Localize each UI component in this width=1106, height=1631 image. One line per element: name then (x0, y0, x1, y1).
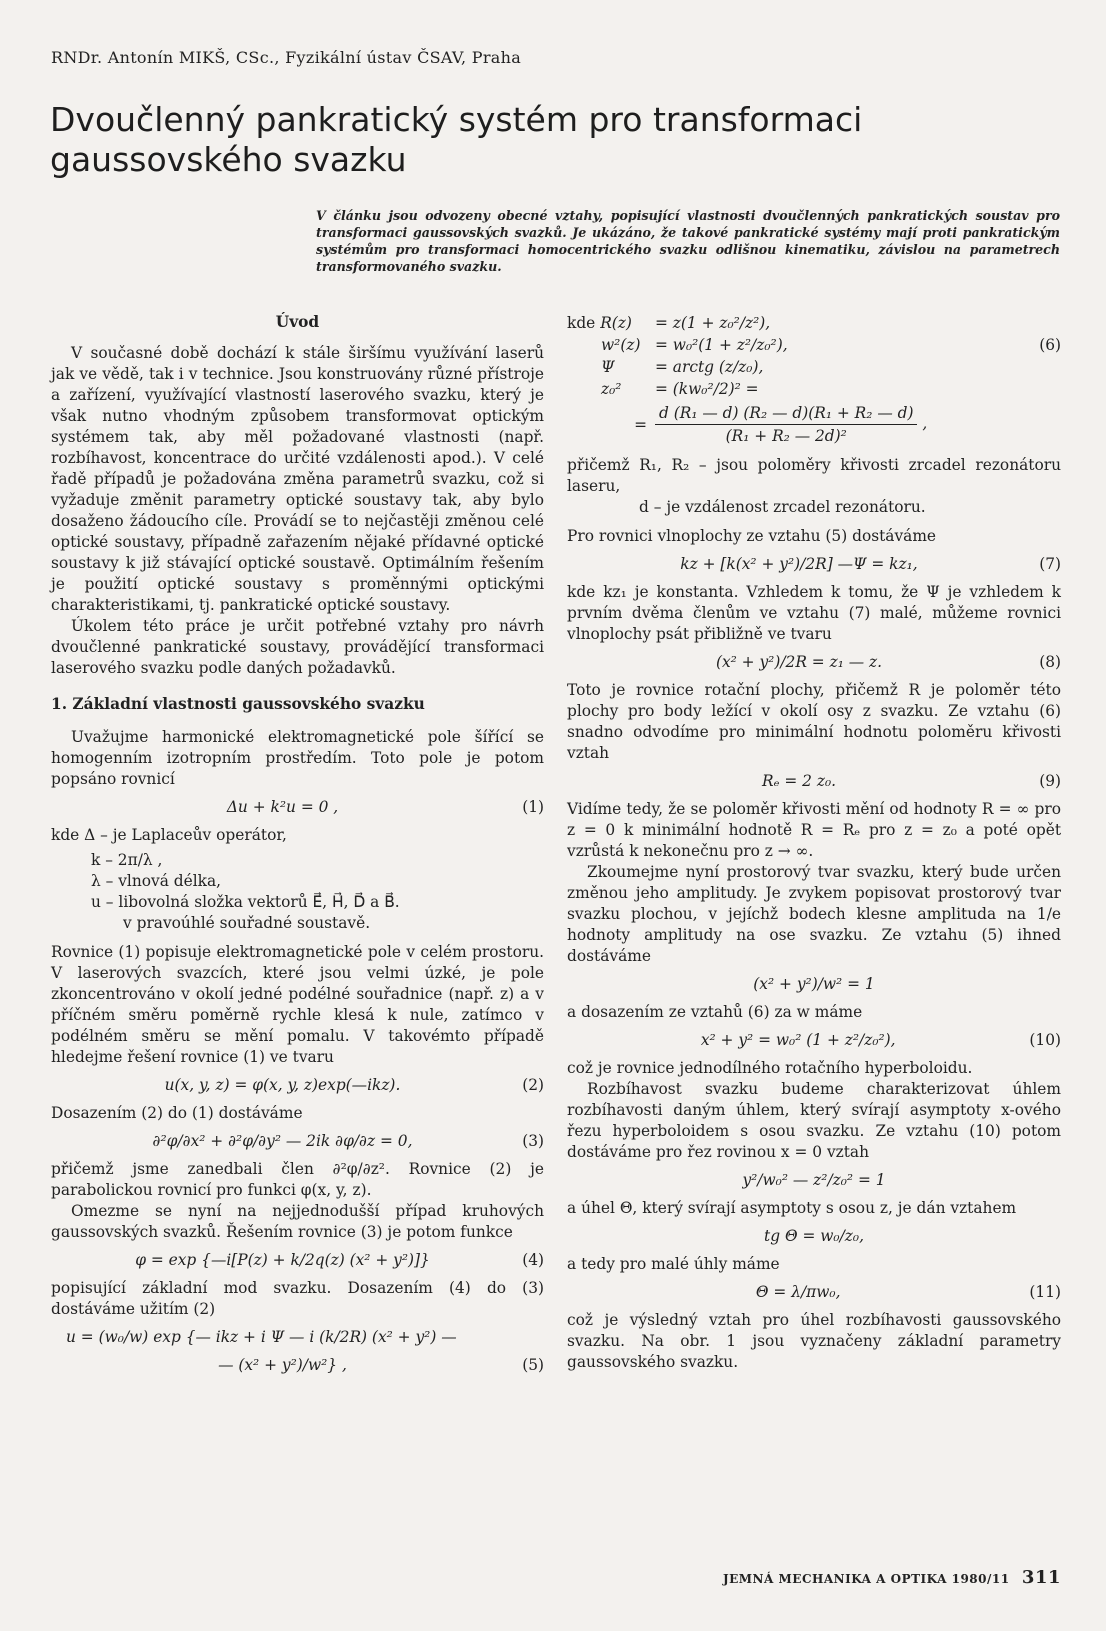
journal-name: JEMNÁ MECHANIKA A OPTIKA 1980/11 (722, 1572, 1010, 1586)
equation-2-expr: u(x, y, z) = φ(x, y, z)exp(—ikz). (164, 1076, 401, 1094)
equation-11-expr: Θ = λ/πw₀, (755, 1283, 841, 1301)
definition-intro: kde Δ – je Laplaceův operátor, (51, 826, 287, 844)
equation-1-expr: Δu + k²u = 0 , (226, 798, 339, 816)
equation-11 (567, 1282, 1061, 1303)
eq6-z0-lhs: z₀² (601, 380, 622, 398)
paragraph-substitution: Dosazením (2) do (1) dostáváme (51, 1104, 303, 1122)
definition-list (91, 850, 544, 934)
abstract: V článku jsou odvozeny obecné vztahy, popisující vlastnosti dvoučlenných pankratických soustav pro transformaci gaussovských svazků. Je ukázáno, že takové pankratické systémy mají proti pankratickým systémům pro transformaci homocentrického svazku odlišnou kinematiku, závislou na parametrech transformovaného svazku. (316, 208, 1060, 274)
equation-10-number: (10) (1029, 1031, 1061, 1049)
equation-10-expr: x² + y² = w₀² (1 + z²/z₀²), (700, 1031, 896, 1049)
equation-5-line-2 (51, 1355, 544, 1376)
equation-6 (567, 312, 1061, 447)
eq6-psi-lhs: Ψ (601, 358, 615, 376)
eq6-fraction-numerator: d (R₁ — d) (R₂ — d)(R₁ + R₂ — d) (655, 402, 917, 425)
equation-5-expr-line-1: u = (w₀/w) exp {— ikz + i Ψ — i (k/2R) (x² + y²) — (66, 1328, 457, 1346)
intro-paragraph-2: Úkolem této práce je určit potřebné vztahy pro návrh dvoučlenné pankratické soustavy, provádějící transformaci laserového svazku podle daných požadavků. (51, 617, 544, 677)
paragraph-shape: Zkoumejme nyní prostorový tvar svazku, který bude určen změnou jeho amplitudy. Je zvykem popisovat prostorový tvar svazku plochou, v jejíchž bodech klesne amplituda na 1/e hodnoty amplitudy na ose svazku. Ze vztahu (5) ihned dostáváme (567, 863, 1061, 965)
equation-10 (567, 1030, 1061, 1051)
equation-2-number: (2) (522, 1076, 544, 1094)
equation-3-number: (3) (522, 1132, 544, 1150)
equation-4-expr: φ = exp {—i[P(z) + k/2q(z) (x² + y²)]} (135, 1251, 430, 1269)
paragraph-small-angles: a tedy pro malé úhly máme (567, 1255, 780, 1273)
equation-unnumbered-1-expr: (x² + y²)/w² = 1 (753, 975, 875, 993)
equation-5-line-1 (51, 1327, 544, 1348)
definition-R: přičemž R₁, R₂ – jsou poloměry křivosti zrcadel rezonátoru laseru, (567, 456, 1061, 495)
equation-unnumbered-2-expr: y²/w₀² — z²/z₀² = 1 (742, 1171, 886, 1189)
equation-4-number: (4) (522, 1251, 544, 1269)
equation-8-number: (8) (1039, 653, 1061, 671)
paragraph-restrict: Omezme se nyní na nejjednodušší případ kruhových gaussovských svazků. Řešením rovnice (3) je potom funkce (51, 1202, 544, 1241)
paragraph-kz1: kde kz₁ je konstanta. Vzhledem k tomu, že Ψ je vzhledem k prvním dvěma členům ve vztahu (7) malé, můžeme rovnici vlnoplochy psát přibližně ve tvaru (567, 583, 1061, 643)
paragraph-mode: popisující základní mod svazku. Dosazením (4) do (3) dostáváme užitím (2) (51, 1279, 544, 1318)
equation-3-expr: ∂²φ/∂x² + ∂²φ/∂y² — 2ik ∂φ/∂z = 0, (152, 1132, 413, 1150)
paragraph-hyperboloid: což je rovnice jednodílného rotačního hyperboloidu. (567, 1059, 973, 1077)
paragraph-consider: Uvažujme harmonické elektromagnetické pole šířící se homogenním izotropním prostředím. Toto pole je potom popsáno rovnicí (51, 728, 544, 788)
definition-u: u – libovolná složka vektorů E⃗, H⃗, D⃗ a B⃗. (91, 893, 400, 911)
equation-7-number: (7) (1039, 555, 1061, 573)
eq6-w-rhs: = w₀²(1 + z²/z₀²), (655, 336, 788, 354)
equation-2 (51, 1075, 544, 1096)
right-column (567, 312, 1061, 1373)
equation-unnumbered-2 (567, 1170, 1061, 1191)
left-column (51, 312, 544, 1383)
paragraph-see: Vidíme tedy, že se poloměr křivosti mění od hodnoty R = ∞ pro z = 0 k minimální hodnotě R = Rₑ pro z = z₀ a poté opět vzrůstá k nekonečnu pro z → ∞. (567, 800, 1061, 860)
paragraph-divergence: Rozbíhavost svazku budeme charakterizovat úhlem rozbíhavosti daným úhlem, který svírají asymptoty x-ového řezu hyperboloidem s osou svazku. Ze vztahu (10) potom dostáváme pro řez rovinou x = 0 vztah (567, 1080, 1061, 1161)
equation-6-number: (6) (1039, 336, 1061, 354)
equation-tg (567, 1226, 1061, 1247)
equation-5-expr-line-2: — (x² + y²)/w²} , (218, 1356, 347, 1374)
eq6-z0-rhs: = (kw₀²/2)² = (655, 380, 759, 398)
definition-lambda: λ – vlnová délka, (91, 872, 222, 890)
equation-8-expr: (x² + y²)/2R = z₁ — z. (715, 653, 883, 671)
paragraph-angle: a úhel Θ, který svírají asymptoty s osou z, je dán vztahem (567, 1199, 1017, 1217)
paragraph-substitution-6: a dosazením ze vztahů (6) za w máme (567, 1003, 863, 1021)
equation-7-expr: kz + [k(x² + y²)/2R] —Ψ = kz₁, (680, 555, 918, 573)
equation-1 (51, 797, 544, 818)
paragraph-neglect: přičemž jsme zanedbali člen ∂²φ/∂z². Rovnice (2) je parabolickou rovnicí pro funkci φ(x, y, z). (51, 1160, 544, 1199)
paragraph-rotation: Toto je rovnice rotační plochy, přičemž R je poloměr této plochy pro body ležící v okolí osy z svazku. Ze vztahu (6) snadno odvodíme pro minimální hodnotu poloměru křivosti vztah (567, 681, 1061, 762)
eq6-psi-rhs: = arctg (z/z₀), (655, 358, 764, 376)
equation-9-number: (9) (1039, 772, 1061, 790)
eq6-R-lhs: R(z) (600, 314, 632, 332)
intro-paragraph-1: V současné době dochází k stále širšímu využívání laserů jak ve vědě, tak i v technice. Jsou konstruovány různé přístroje a zařízení, využívající vlastností laserového svazku, který je však nutno vhodným způsobem transformovat optickým systémem tak, aby měl požadované vlastnosti (např. rozbíhavost, koncentrace do určité vzdálenosti apod.). V celé řadě případů je požadována změna parametrů svazku, což si vyžaduje změnit parametry optické soustavy tak, aby bylo dosaženo žádoucího cíle. Provádí se to nejčastěji změnou celé optické soustavy, případně zařazením nějaké přídavné optické soustavy k již stávající optické soustavě. Optimálním řešením je použití optické soustavy s proměnnými optickými charakteristikami, tj. pankratické optické soustavy. (51, 344, 544, 614)
eq6-equals: = (634, 415, 647, 434)
page-footer (705, 1567, 1061, 1588)
equation-tg-expr: tg Θ = w₀/z₀, (764, 1227, 864, 1245)
definition-u-continued: v pravoúhlé souřadné soustavě. (123, 914, 371, 932)
equation-4 (51, 1250, 544, 1271)
eq6-R-rhs: = z(1 + z₀²/z²), (655, 314, 771, 332)
equation-1-number: (1) (522, 798, 544, 816)
definition-d: d – je vzdálenost zrcadel rezonátoru. (639, 498, 926, 516)
paragraph-result: což je výsledný vztah pro úhel rozbíhavosti gaussovského svazku. Na obr. 1 jsou vyznačeny základní parametry gaussovského svazku. (567, 1311, 1061, 1371)
eq6-fraction-denominator: (R₁ + R₂ — 2d)² (725, 427, 847, 445)
equation-9 (567, 771, 1061, 792)
equation-11-number: (11) (1029, 1283, 1061, 1301)
definition-k: k – 2π/λ , (91, 851, 163, 869)
article-title: Dvoučlenný pankratický systém pro transformaci gaussovského svazku (50, 100, 863, 179)
eq6-comma: , (922, 414, 928, 433)
equation-7 (567, 554, 1061, 575)
page-number: 311 (1021, 1567, 1061, 1588)
equation-8 (567, 652, 1061, 673)
paragraph-wavefront: Pro rovnici vlnoplochy ze vztahu (5) dostáváme (567, 527, 937, 545)
equation-9-expr: Rₑ = 2 z₀. (761, 772, 837, 790)
eq6-kde: kde (567, 314, 596, 332)
author-line: RNDr. Antonín MIKŠ, CSc., Fyzikální ústav ČSAV, Praha (51, 48, 522, 67)
eq6-fraction (655, 402, 917, 447)
intro-heading: Úvod (275, 313, 320, 331)
equation-5-number: (5) (522, 1356, 544, 1374)
section-1-heading: 1. Základní vlastnosti gaussovského svazku (51, 695, 425, 713)
paragraph-eq1-description: Rovnice (1) popisuje elektromagnetické pole v celém prostoru. V laserových svazcích, které jsou velmi úzké, je pole zkoncentrováno v okolí jedné podélné souřadnice (např. z) a v příčném směru poměrně rychle klesá k nule, zatímco v podélném směru se mění pomalu. V takovémto případě hledejme řešení rovnice (1) ve tvaru (51, 943, 544, 1066)
equation-unnumbered-1 (567, 974, 1061, 995)
equation-3 (51, 1131, 544, 1152)
eq6-w-lhs: w²(z) (601, 336, 641, 354)
